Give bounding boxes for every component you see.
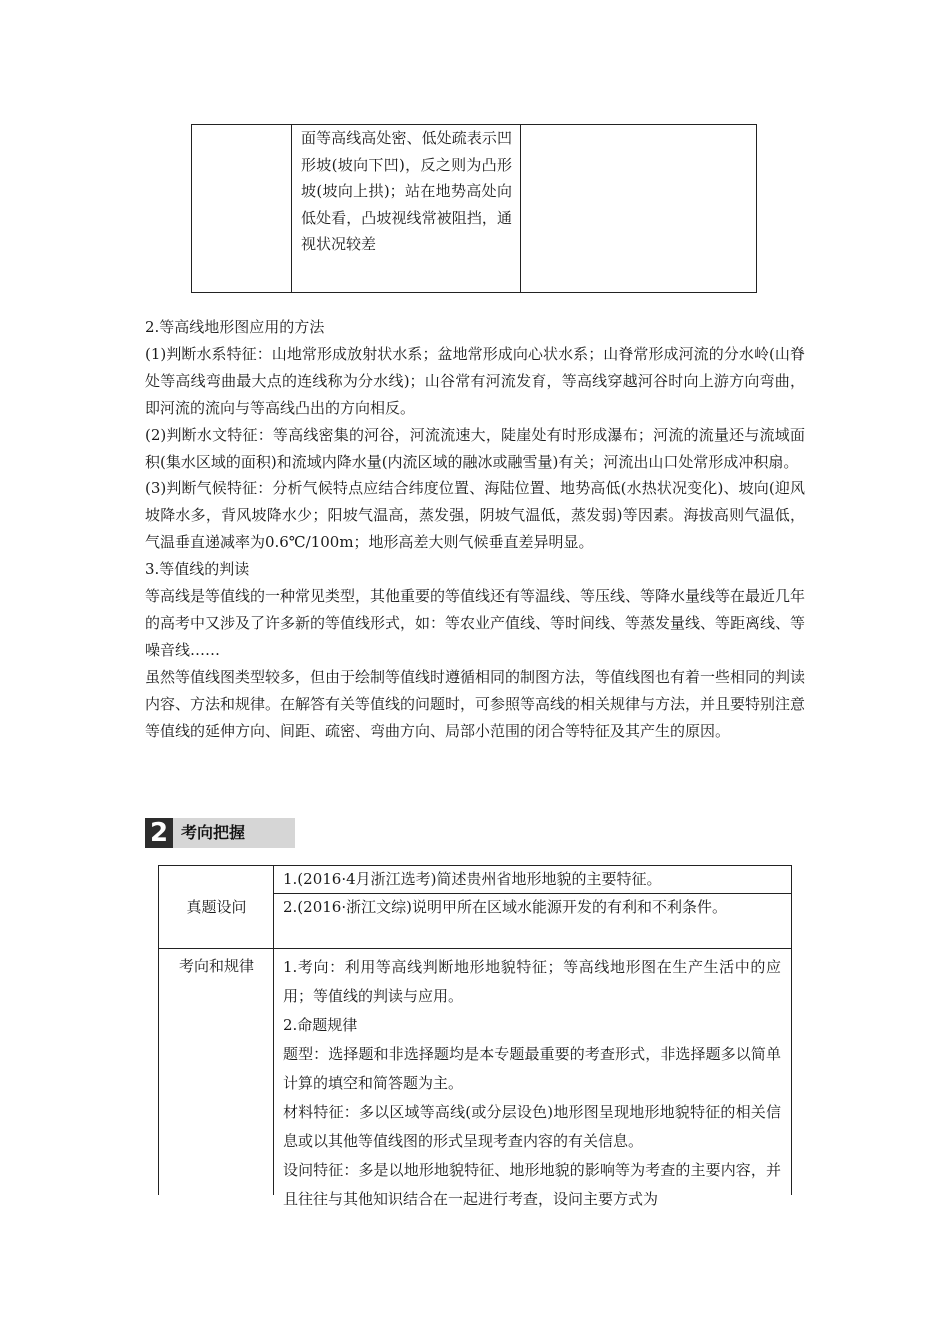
question-2: 2.(2016·浙江文综)说明甲所在区域水能源开发的有利和不利条件。 xyxy=(283,898,727,916)
rule-item-direction: 1.考向：利用等高线判断地形地貌特征；等高线地形图在生产生活中的应用；等值线的判读与应用。 xyxy=(283,958,781,1005)
banner-label: 考向把握 xyxy=(173,818,295,848)
section-heading-methods: 2.等高线地形图应用的方法 xyxy=(145,318,325,336)
rule-item-pattern-heading: 2.命题规律 xyxy=(283,1016,358,1034)
paragraph-isolines-types: 等高线是等值线的一种常见类型，其他重要的等值线还有等温线、等压线、等降水量线等在最近几年的高考中又涉及了许多新的等值线形式，如：等农业产值线、等时间线、等蒸发量线、等距离线、等噪音线…… xyxy=(145,587,806,659)
rule-item-material: 材料特征：多以区域等高线(或分层设色)地形图呈现地形地貌特征的相关信息或以其他等值线图的形式呈现考查内容的有关信息。 xyxy=(283,1103,781,1150)
paragraph-isolines-reading: 虽然等值线图类型较多，但由于绘制等值线时遵循相同的制图方法，等值线图也有着一些相同的判读内容、方法和规律。在解答有关等值线的问题时，可参照等高线的相关规律与方法，并且要特别注意等值线的延伸方向、间距、疏密、弯曲方向、局部小范围的闭合等特征及其产生的原因。 xyxy=(145,667,806,740)
paragraph-hydrology: (2)判断水文特征：等高线密集的河谷，河流流速大，陡崖处有时形成瀑布；河流的流量还与流域面积(集水区域的面积)和流域内降水量(内流区域的融冰或融雪量)有关；河流出山口处常形成冲积扇。 xyxy=(145,425,805,471)
top-table-col-2 xyxy=(292,125,521,292)
question-1: 1.(2016·4月浙江选考)简述贵州省地形地貌的主要特征。 xyxy=(283,870,662,888)
exam-table-row-divider xyxy=(159,948,791,949)
section-methods xyxy=(145,314,805,745)
section-heading-isolines: 3.等值线的判读 xyxy=(145,560,250,579)
label-trends-rules: 考向和规律 xyxy=(178,957,254,975)
top-table-cell-text: 面等高线高处密、低处疏表示凹形坡(坡向下凹)，反之则为凸形坡(坡向上拱)；站在地势高处向低处看，凸坡视线常被阻挡，通视状况较差 xyxy=(301,129,512,253)
rule-item-question-type: 题型：选择题和非选择题均是本专题最重要的考查形式，非选择题多以简单计算的填空和简答题为主。 xyxy=(283,1045,781,1092)
paragraph-climate: (3)判断气候特征：分析气候特点应结合纬度位置、海陆位置、地势高低(水热状况变化)、坡向(迎风坡降水多，背风坡降水少；阳坡气温高，蒸发强，阴坡气温低，蒸发弱)等因素。海拔高则气温低，气温垂直递减率为0.6℃/100m；地形高差大则气候垂直差异明显。 xyxy=(145,479,805,552)
paragraph-water-system: (1)判断水系特征：山地常形成放射状水系；盆地常形成向心状水系；山脊常形成河流的分水岭(山脊处等高线弯曲最大点的连线称为分水线)；山谷常有河流发育，等高线穿越河谷时向上游方向弯曲，即河流的流向与等高线凸出的方向相反。 xyxy=(145,344,805,417)
trends-rules-content xyxy=(283,953,781,1214)
section-banner xyxy=(145,818,805,848)
exam-table xyxy=(158,865,792,1208)
top-table-fragment xyxy=(191,124,757,293)
top-table-col-3 xyxy=(521,125,756,292)
banner-number: 2 xyxy=(145,818,173,848)
top-table-col-1 xyxy=(192,125,292,292)
rule-item-question-style: 设问特征：多是以地形地貌特征、地形地貌的影响等为考查的主要内容，并且往往与其他知识结合在一起进行考查，设问主要方式为 xyxy=(283,1161,781,1208)
label-real-questions: 真题设问 xyxy=(186,898,247,916)
